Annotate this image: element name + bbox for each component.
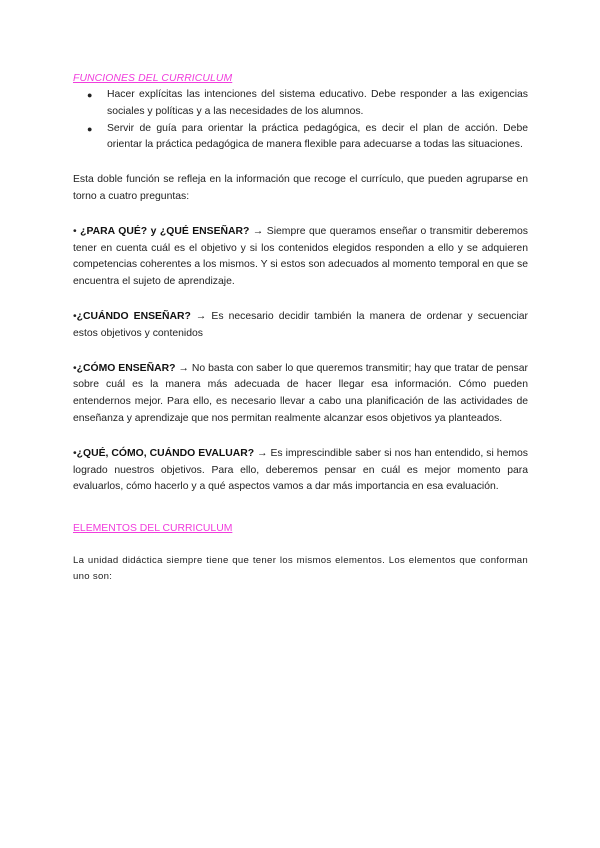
bullet-icon: ● bbox=[87, 90, 93, 100]
intro-paragraph: Esta doble función se refleja en la información que recoge el currículo, que pueden agruparse en torno a cuatro preguntas: bbox=[73, 174, 528, 202]
arrow-icon: → bbox=[254, 447, 271, 459]
question-bullet: • bbox=[73, 225, 81, 237]
question-text: Siempre que queramos enseñar o transmitir deberemos tener en cuenta cuál es el objetivo y si los contenidos elegidos responden a ello y se adquieren competencias coherentes a los mismos. Y si estos son adecuados al momento temporal en que se encuentra el sujeto de aprendizaje. bbox=[73, 225, 528, 288]
question-bullet: • bbox=[73, 447, 77, 459]
question-text: Es imprescindible saber si nos han entendido, si hemos logrado nuestros objetivos. Para ello, deberemos pensar en cuál es mejor momento para evaluarlos, cómo hacerlo y a qué aspectos vamos a dar más importancia en esa evaluación. bbox=[73, 447, 528, 493]
arrow-icon: → bbox=[175, 362, 192, 374]
question-para-que bbox=[73, 224, 528, 291]
question-title: ¿PARA QUÉ? y ¿QUÉ ENSEÑAR? bbox=[80, 225, 250, 237]
question-bullet: • bbox=[73, 362, 77, 374]
elementos-paragraph: La unidad didáctica siempre tiene que tener los mismos elementos. Los elementos que conforman uno son: bbox=[73, 555, 528, 582]
arrow-icon: → bbox=[249, 225, 267, 237]
question-title: ¿QUÉ, CÓMO, CUÁNDO EVALUAR? bbox=[76, 447, 255, 459]
question-bullet: • bbox=[73, 310, 77, 322]
heading-elementos: ELEMENTOS DEL CURRICULUM bbox=[73, 523, 233, 535]
question-evaluar bbox=[73, 446, 528, 496]
question-text: Es necesario decidir también la manera de ordenar y secuenciar estos objetivos y contenidos bbox=[73, 310, 528, 339]
question-cuando-ensenar bbox=[73, 309, 528, 343]
list-item bbox=[73, 87, 528, 121]
funciones-list bbox=[73, 87, 528, 154]
list-item-text: Servir de guía para orientar la práctica pedagógica, es decir el plan de acción. Debe orientar la práctica pedagógica de manera flexible para adecuarse a todas las situaciones. bbox=[107, 122, 528, 151]
question-title: ¿CÓMO ENSEÑAR? bbox=[76, 362, 176, 374]
question-como-ensenar bbox=[73, 361, 528, 428]
arrow-icon: → bbox=[190, 310, 212, 322]
heading-funciones: FUNCIONES DEL CURRICULUM bbox=[73, 73, 233, 84]
question-text: No basta con saber lo que queremos transmitir; hay que tratar de pensar sobre cuál es la manera más adecuada de hacer llegar esa información. Cómo pueden entendernos mejor. Para ello, es necesario llevar a cabo una planificación de las actividades de enseñanza y aprendizaje que nos permitan realmente alcanzar esos objetivos ya planteados. bbox=[73, 362, 528, 424]
question-title: ¿CUÁNDO ENSEÑAR? bbox=[76, 310, 191, 322]
list-item bbox=[73, 121, 528, 155]
list-item-text: Hacer explícitas las intenciones del sistema educativo. Debe responder a las exigencias sociales y políticas y a las necesidades de los alumnos. bbox=[107, 89, 528, 117]
bullet-icon: ● bbox=[87, 123, 93, 134]
